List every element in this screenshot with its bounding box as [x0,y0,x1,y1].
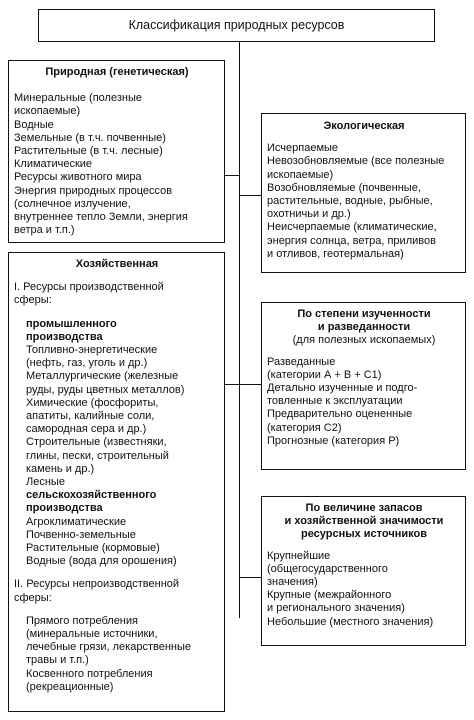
reserves-header: и хозяйственной значимости [284,515,444,528]
ecological-box [261,113,466,273]
genetic-line: Земельные (в т.ч. почвенные) [14,131,166,144]
economic-box [8,252,225,712]
agri-line: Растительные (кормовые) [26,542,160,555]
reserves-header: ресурсных источников [300,528,428,541]
exploration-line: Предварительно оцененные [267,408,413,421]
ecological-line: Исчерпаемые [267,142,339,155]
trunk-line [239,42,240,618]
economic-section-1 [14,281,220,307]
industrial-header: промышленного [26,317,117,330]
exploration-line: Разведанные [267,355,336,368]
genetic-header: Природная (генетическая) [45,66,189,78]
exploration-header: и разведанности [317,321,411,334]
consumption-group [14,615,220,694]
genetic-line: внутреннее тепло Земли, энергия [14,211,188,224]
diagram-title-box [38,9,435,42]
agri-header: сельскохозяйственного [26,489,157,502]
economic-sec2-line: сферы: [14,591,52,604]
diagram-title: Классификация природных ресурсов [128,18,345,32]
economic-header: Хозяйственная [75,258,159,270]
exploration-line: Детально изученные и подго- [267,382,418,395]
ecological-line: растительные, водные, рыбные, [267,195,433,208]
genetic-line: Растительные (в т.ч. лесные) [14,145,163,158]
reserves-lines [267,550,461,629]
economic-section-2 [14,578,220,604]
industrial-group [14,318,220,569]
industrial-line: Металлургические (железные [26,370,179,383]
exploration-box [261,302,466,470]
industrial-line: апатиты, калийные соли, [26,410,155,423]
agri-line: Почвенно-земельные [26,528,136,541]
consumption-line: (минеральные источники, [26,628,158,641]
genetic-line: Энергия природных процессов [14,184,173,197]
reserves-line: (общегосударственного [267,562,388,575]
connector-ecological [239,195,261,196]
genetic-line: Ресурсы животного мира [14,171,142,184]
agri-line: Агроклиматические [26,515,127,528]
reserves-line: значения) [267,576,318,589]
ecological-line: Возобновляемые (почвенные, [267,181,421,194]
genetic-line: ископаемые) [14,105,81,118]
economic-sec2-line: II. Ресурсы непроизводственной [14,578,180,591]
exploration-line: товленные к эксплуатации [267,395,403,408]
ecological-line: Невозобновляемые (все полезные [267,155,445,168]
industrial-header: производства [26,330,103,343]
reserves-line: и регионального значения) [267,602,405,615]
exploration-lines [267,356,461,448]
ecological-line: и отливов, геотермальная) [267,247,404,260]
genetic-lines [14,92,220,237]
reserves-line: Крупные (межрайонного [267,589,392,602]
consumption-line: Прямого потребления [26,614,138,627]
consumption-line: Косвенного потребления [26,667,153,680]
ecological-lines [267,142,461,261]
genetic-box [8,60,225,243]
genetic-line: Водные [14,118,54,131]
reserves-box [261,496,466,646]
consumption-line: лечебные грязи, лекарственные [26,641,191,654]
connector-genetic [225,175,239,176]
exploration-line: Прогнозные (категория Р) [267,434,400,447]
ecological-line: энергия солнца, ветра, приливов [267,234,436,247]
consumption-line: травы и т.п.) [26,654,89,667]
exploration-subheader: (для полезных ископаемых) [292,334,436,347]
ecological-line: Неисчерпаемые (климатические, [267,221,437,234]
industrial-line: руды, руды цветных металлов) [26,383,185,396]
ecological-header: Экологическая [323,120,405,132]
industrial-line: глины, пески, строительный [26,449,169,462]
industrial-line: камень и др.) [26,462,95,475]
industrial-line: Химические (фосфориты, [26,396,159,409]
reserves-line: Небольшие (местного значения) [267,615,434,628]
agri-line: Водные (вода для орошения) [26,555,177,568]
ecological-line: охотничьи и др.) [267,208,351,221]
industrial-line: Топливно-энергетические [26,344,158,357]
industrial-line: самородная сера и др.) [26,423,147,436]
economic-sec1-line: I. Ресурсы производственной [14,281,164,294]
ecological-line: ископаемые) [267,168,334,181]
industrial-line: Лесные [26,476,65,489]
connector-reserves [239,577,261,578]
exploration-line: (категории А + В + С1) [267,368,382,381]
exploration-line: (категория С2) [267,421,342,434]
exploration-header: По степени изученности [297,308,431,320]
reserves-line: Крупнейшие [267,549,331,562]
industrial-line: Строительные (известняки, [26,436,167,449]
genetic-line: Минеральные (полезные [14,92,142,105]
industrial-line: (нефть, газ, уголь и др.) [26,357,148,370]
connector-economic [225,384,261,385]
consumption-line: (рекреационные) [26,680,114,693]
genetic-line: Климатические [14,158,93,171]
reserves-header: По величине запасов [305,502,423,514]
agri-header: производства [26,502,103,515]
genetic-line: ветра и т.п.) [14,224,75,237]
genetic-line: (солнечное излучение, [14,197,131,210]
economic-sec1-line: сферы: [14,294,52,307]
